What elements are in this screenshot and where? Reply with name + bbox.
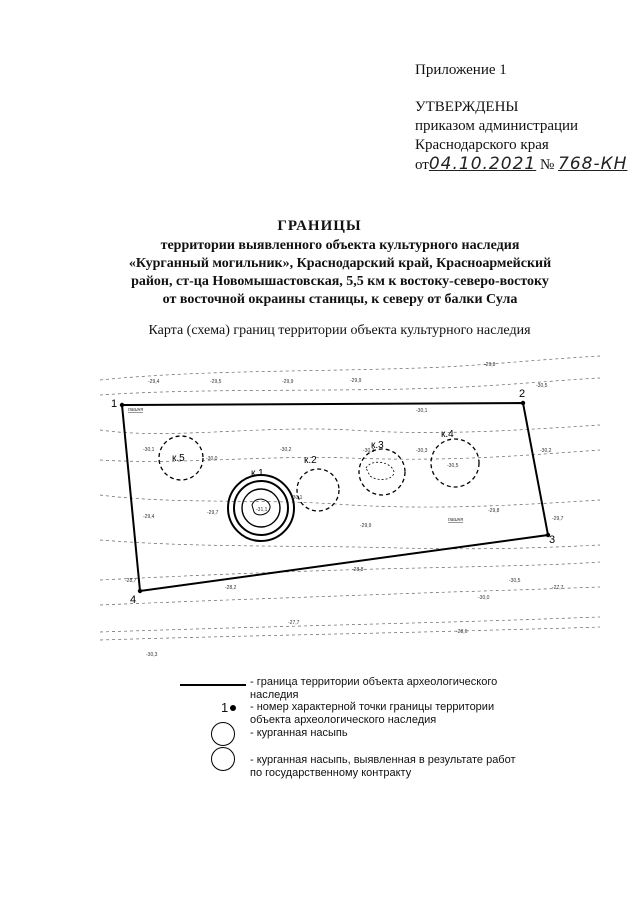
legend-point-number: 1 [221,700,229,715]
mound-label-k5: к.5 [172,453,185,464]
approved-label: УТВЕРЖДЕНЫ [415,99,519,115]
elevation-mark: -28,2 [225,585,237,591]
mound-label-k4: к.4 [441,429,454,440]
appendix-label: Приложение 1 [415,62,507,78]
map-subtitle: Карта (схема) границ территории объекта культурного наследия [148,323,531,338]
elevation-mark: -30,0 [206,456,218,462]
document-title: ГРАНИЦЫ [277,218,362,234]
elevation-mark: -29,4 [143,514,155,520]
heading-line: территории выявленного объекта культурного наследия [160,238,520,253]
elevation-mark: -29,9 [360,523,372,529]
elevation-mark: -29,8 [484,362,496,368]
field-label: пашня [448,517,464,523]
elevation-mark: -29,7 [207,510,219,516]
boundary-point-4 [138,589,142,593]
legend-new-mound-icon [211,747,235,771]
elevation-mark: -30,2 [540,448,552,454]
elevation-mark: -28,7 [125,578,137,584]
approved-line-2: приказом администрации [415,118,579,134]
heading-line: «Курганный могильник», Краснодарский край, Красноармейский [128,256,552,271]
mound-label-k3: к.3 [371,440,384,451]
elevation-mark: -30,1 [291,495,303,501]
legend-new-mound-text: - курганная насыпь, выявленная в результате работ по государственному контракту [250,754,516,779]
elevation-mark: -28,8 [352,567,364,573]
elevation-mark: -31,1 [256,507,268,513]
point-label-4: 4 [130,594,137,606]
elevation-mark: -29,9 [282,379,294,385]
mound-label-k1: к.1 [251,468,264,479]
order-number: 768-КН [558,154,628,174]
legend-mound-icon [211,722,235,746]
legend-boundary-line [180,684,246,686]
elevation-mark: -30,0 [478,595,490,601]
legend-mound-text: - курганная насыпь [250,727,348,739]
elevation-mark: -30,5 [536,383,548,389]
elevation-mark: -30,5 [447,463,459,469]
elevation-mark: -30,3 [363,448,375,454]
legend-point-dot [230,705,236,711]
document-heading [90,237,590,309]
order-line [415,155,627,175]
legend-point-text: - номер характерной точки границы территории объекта археологического наследия [250,701,495,726]
elevation-mark: -29,8 [488,508,500,514]
field-label: пашня [128,407,144,413]
heading-line: от восточной окраины станицы, к северу от балки Сула [162,292,518,307]
elevation-mark: -30,3 [416,448,428,454]
number-sign: № [539,157,555,173]
order-date: 04.10.2021 [428,154,537,174]
elevation-mark: -30,1 [416,408,428,414]
elevation-mark: -28,6 [456,629,468,635]
boundary-point-1 [120,403,124,407]
approved-line-3: Краснодарского края [415,137,549,153]
elevation-mark: -30,5 [509,578,521,584]
elevation-mark: -29,9 [350,378,362,384]
elevation-mark: -27,7 [552,585,564,591]
elevation-mark: -27,7 [288,620,300,626]
boundary-point-2 [521,401,525,405]
mound-label-k2: к.2 [304,455,317,466]
elevation-mark: -30,3 [146,652,158,658]
point-label-3: 3 [549,534,556,546]
approval-block [415,98,627,175]
point-label-2: 2 [519,388,526,400]
heading-line: район, ст-ца Новомышастовская, 5,5 км к востоку-северо-востоку [131,274,549,289]
elevation-mark: -30,1 [143,447,155,453]
elevation-labels [125,362,564,658]
map-legend [0,670,639,790]
elevation-mark: -29,4 [148,379,160,385]
site-map [0,350,639,660]
elevation-mark: -29,7 [552,516,564,522]
mound-k2 [297,469,339,511]
elevation-mark: -30,2 [280,447,292,453]
mound-k3 [359,449,405,495]
from-label: от [415,157,429,173]
elevation-mark: -29,5 [210,379,222,385]
point-label-1: 1 [111,398,118,410]
legend-boundary-text: - граница территории объекта археологического наследия [250,676,498,701]
